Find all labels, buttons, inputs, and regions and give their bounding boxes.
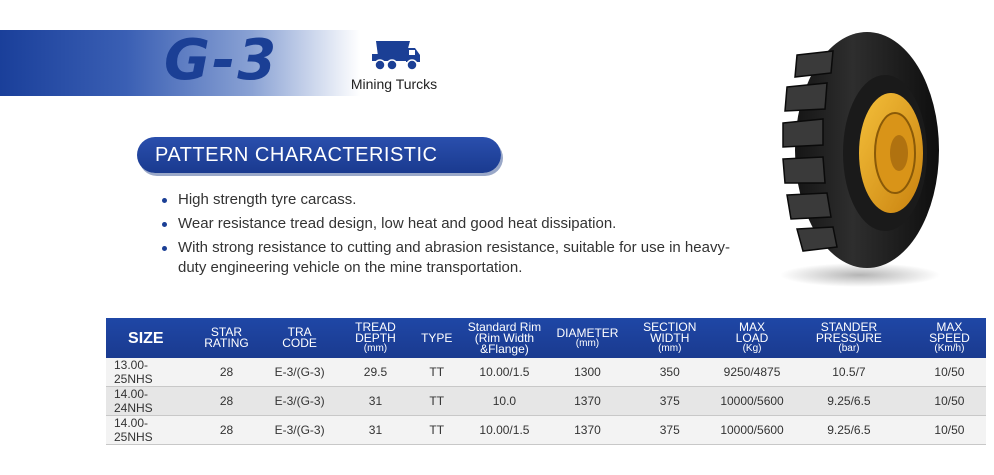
cell-diameter: 1300	[554, 358, 620, 387]
cell-tra-code: E-3/(G-3)	[267, 387, 331, 416]
cell-section-width: 350	[620, 358, 719, 387]
cell-size: 14.00-25NHS	[106, 416, 186, 445]
cell-tra-code: E-3/(G-3)	[267, 358, 331, 387]
cell-max-load: 10000/5600	[719, 416, 785, 445]
cell-type: TT	[419, 358, 454, 387]
cell-size: 14.00-24NHS	[106, 387, 186, 416]
table-header-row	[106, 318, 986, 358]
model-title: G-3	[164, 28, 279, 93]
cell-max-speed: 10/50	[913, 358, 986, 387]
col-size: SIZE	[106, 318, 186, 358]
col-star-rating: STAR RATING	[186, 318, 268, 358]
section-title: PATTERN CHARACTERISTIC	[155, 144, 438, 166]
category-badge	[348, 38, 440, 92]
col-type: TYPE	[419, 318, 454, 358]
cell-star-rating: 28	[186, 358, 268, 387]
dump-truck-icon	[366, 38, 422, 72]
cell-standard-rim: 10.0	[454, 387, 554, 416]
category-label: Mining Turcks	[350, 76, 438, 92]
cell-tread-depth: 29.5	[332, 358, 419, 387]
cell-type: TT	[419, 416, 454, 445]
table-row	[106, 358, 986, 387]
section-heading	[137, 137, 501, 173]
col-stander-pressure: STANDER PRESSURE (bar)	[785, 318, 913, 358]
feature-list	[158, 190, 738, 282]
col-diameter: DIAMETER (mm)	[554, 318, 620, 358]
cell-type: TT	[419, 387, 454, 416]
cell-stander-pressure: 10.5/7	[785, 358, 913, 387]
tire-image	[775, 25, 945, 290]
cell-section-width: 375	[620, 387, 719, 416]
cell-diameter: 1370	[554, 416, 620, 445]
cell-max-speed: 10/50	[913, 387, 986, 416]
cell-stander-pressure: 9.25/6.5	[785, 416, 913, 445]
table-row	[106, 387, 986, 416]
cell-star-rating: 28	[186, 416, 268, 445]
cell-max-load: 10000/5600	[719, 387, 785, 416]
col-standard-rim: Standard Rim (Rim Width &Flange)	[454, 318, 554, 358]
spec-table	[106, 318, 986, 445]
cell-tra-code: E-3/(G-3)	[267, 416, 331, 445]
feature-item: High strength tyre carcass.	[158, 190, 738, 210]
table-row	[106, 416, 986, 445]
cell-stander-pressure: 9.25/6.5	[785, 387, 913, 416]
feature-item: With strong resistance to cutting and abrasion resistance, suitable for use in heavy-duty engineering vehicle on the mine transportation.	[158, 238, 738, 278]
cell-size: 13.00-25NHS	[106, 358, 186, 387]
col-section-width: SECTION WIDTH (mm)	[620, 318, 719, 358]
cell-tread-depth: 31	[332, 387, 419, 416]
cell-max-load: 9250/4875	[719, 358, 785, 387]
cell-standard-rim: 10.00/1.5	[454, 358, 554, 387]
cell-tread-depth: 31	[332, 416, 419, 445]
cell-diameter: 1370	[554, 387, 620, 416]
col-max-load: MAX LOAD (Kg)	[719, 318, 785, 358]
cell-standard-rim: 10.00/1.5	[454, 416, 554, 445]
cell-max-speed: 10/50	[913, 416, 986, 445]
cell-star-rating: 28	[186, 387, 268, 416]
col-max-speed: MAX SPEED (Km/h)	[913, 318, 986, 358]
col-tread-depth: TREAD DEPTH (mm)	[332, 318, 419, 358]
col-tra-code: TRA CODE	[267, 318, 331, 358]
feature-item: Wear resistance tread design, low heat and good heat dissipation.	[158, 214, 738, 234]
cell-section-width: 375	[620, 416, 719, 445]
